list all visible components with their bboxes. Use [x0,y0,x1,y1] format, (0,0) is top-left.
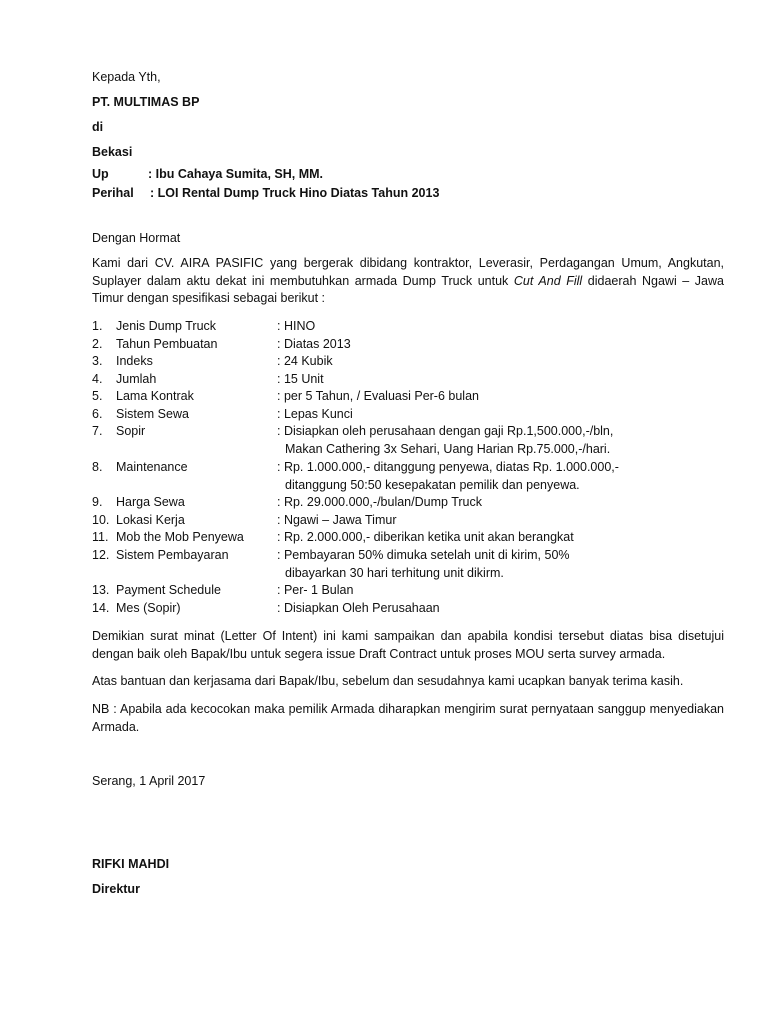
spec-number: 3. [92,354,103,368]
signatory-name: RIFKI MAHDI [92,857,170,871]
nb-paragraph: NB : Apabila ada kecocokan maka pemilik Armada diharapkan mengirim surat pernyataan sanggup menyediakan Armada. [92,702,724,734]
spec-number: 4. [92,372,103,386]
spec-value: : HINO [277,319,316,333]
spec-number: 5. [92,389,103,403]
spec-label: Jumlah [116,372,157,386]
spec-label: Lama Kontrak [116,389,194,403]
greeting: Dengan Hormat [92,231,181,245]
spec-label: Lokasi Kerja [116,513,185,527]
up-label: Up [92,167,109,181]
recipient-company: PT. MULTIMAS BP [92,95,200,109]
spec-label: Sopir [116,424,146,438]
spec-number: 14. [92,601,110,615]
spec-label: Sistem Pembayaran [116,548,229,562]
spec-value: : Lepas Kunci [277,407,353,421]
spec-number: 7. [92,424,103,438]
recipient-di: di [92,120,104,134]
spec-label: Payment Schedule [116,583,221,597]
signatory-title: Direktur [92,882,140,896]
spec-value: : 15 Unit [277,372,324,386]
spec-label: Tahun Pembuatan [116,337,218,351]
intro-italic: Cut And Fill [513,273,583,288]
thanks-paragraph: Atas bantuan dan kerjasama dari Bapak/Ibu, sebelum dan sesudahnya kami ucapkan banyak terima kasih. [92,674,684,688]
spec-number: 1. [92,319,103,333]
spec-number: 11. [92,530,109,544]
closing-paragraph: Demikian surat minat (Letter Of Intent) ini kami sampaikan dan apabila kondisi tersebut diatas bisa disetujui dengan baik oleh Bapak/Ibu untuk segera issue Draft Contract untuk proses MOU serta survey armada. [92,629,724,661]
spec-value-continued: Makan Cathering 3x Sehari, Uang Harian Rp.75.000,-/hari. [285,441,611,456]
spec-number: 9. [92,495,103,509]
spec-value: : Disiapkan Oleh Perusahaan [277,601,440,615]
spec-label: Sistem Sewa [116,407,189,421]
spec-label: Jenis Dump Truck [116,319,217,333]
spec-label: Maintenance [116,460,188,474]
spec-value: : 24 Kubik [277,354,333,368]
spec-value: : per 5 Tahun, / Evaluasi Per-6 bulan [277,389,479,403]
spec-value: : Rp. 29.000.000,-/bulan/Dump Truck [277,495,482,509]
spec-value: : Diatas 2013 [277,337,351,351]
perihal-line [92,184,439,202]
spec-label: Mes (Sopir) [116,601,181,615]
spec-value: : Rp. 2.000.000,- diberikan ketika unit akan berangkat [277,530,574,544]
spec-value: : Disiapkan oleh perusahaan dengan gaji Rp.1,500.000,-/bln, [277,424,614,438]
spec-number: 2. [92,337,103,351]
spec-number: 8. [92,460,103,474]
spec-number: 13. [92,583,110,597]
perihal-label: Perihal [92,186,134,200]
spec-value: : Pembayaran 50% dimuka setelah unit di kirim, 50% [277,548,570,562]
spec-label: Mob the Mob Penyewa [116,530,244,544]
spec-number: 6. [92,407,103,421]
spec-number: 10. [92,513,110,527]
recipient-city: Bekasi [92,145,133,159]
place-date: Serang, 1 April 2017 [92,774,206,788]
spec-label: Indeks [116,354,153,368]
intro-paragraph [92,255,724,308]
perihal-value: : LOI Rental Dump Truck Hino Diatas Tahun 2013 [150,186,440,200]
spec-value-continued: dibayarkan 30 hari terhitung unit dikirm. [285,565,504,580]
up-value: : Ibu Cahaya Sumita, SH, MM. [148,167,324,181]
spec-label: Harga Sewa [116,495,185,509]
up-line [92,165,323,183]
spec-value: : Ngawi – Jawa Timur [277,513,397,527]
intro-after: didaerah Ngawi – Jawa Timur dengan spesifikasi sebagai berikut : [92,273,724,305]
spec-number: 12. [92,548,110,562]
spec-value: : Rp. 1.000.000,- ditanggung penyewa, diatas Rp. 1.000.000,- [277,460,619,474]
intro-before: Kami dari CV. AIRA PASIFIC yang bergerak dibidang kontraktor, Leverasir, Perdagangan Umum, Angkutan, Suplayer dalam aktu dekat ini membutuhkan armada Dump Truck untuk [92,256,724,288]
spec-value-continued: ditanggung 50:50 kesepakatan pemilik dan penyewa. [285,477,580,492]
spec-value: : Per- 1 Bulan [277,583,354,597]
salutation: Kepada Yth, [92,70,161,84]
